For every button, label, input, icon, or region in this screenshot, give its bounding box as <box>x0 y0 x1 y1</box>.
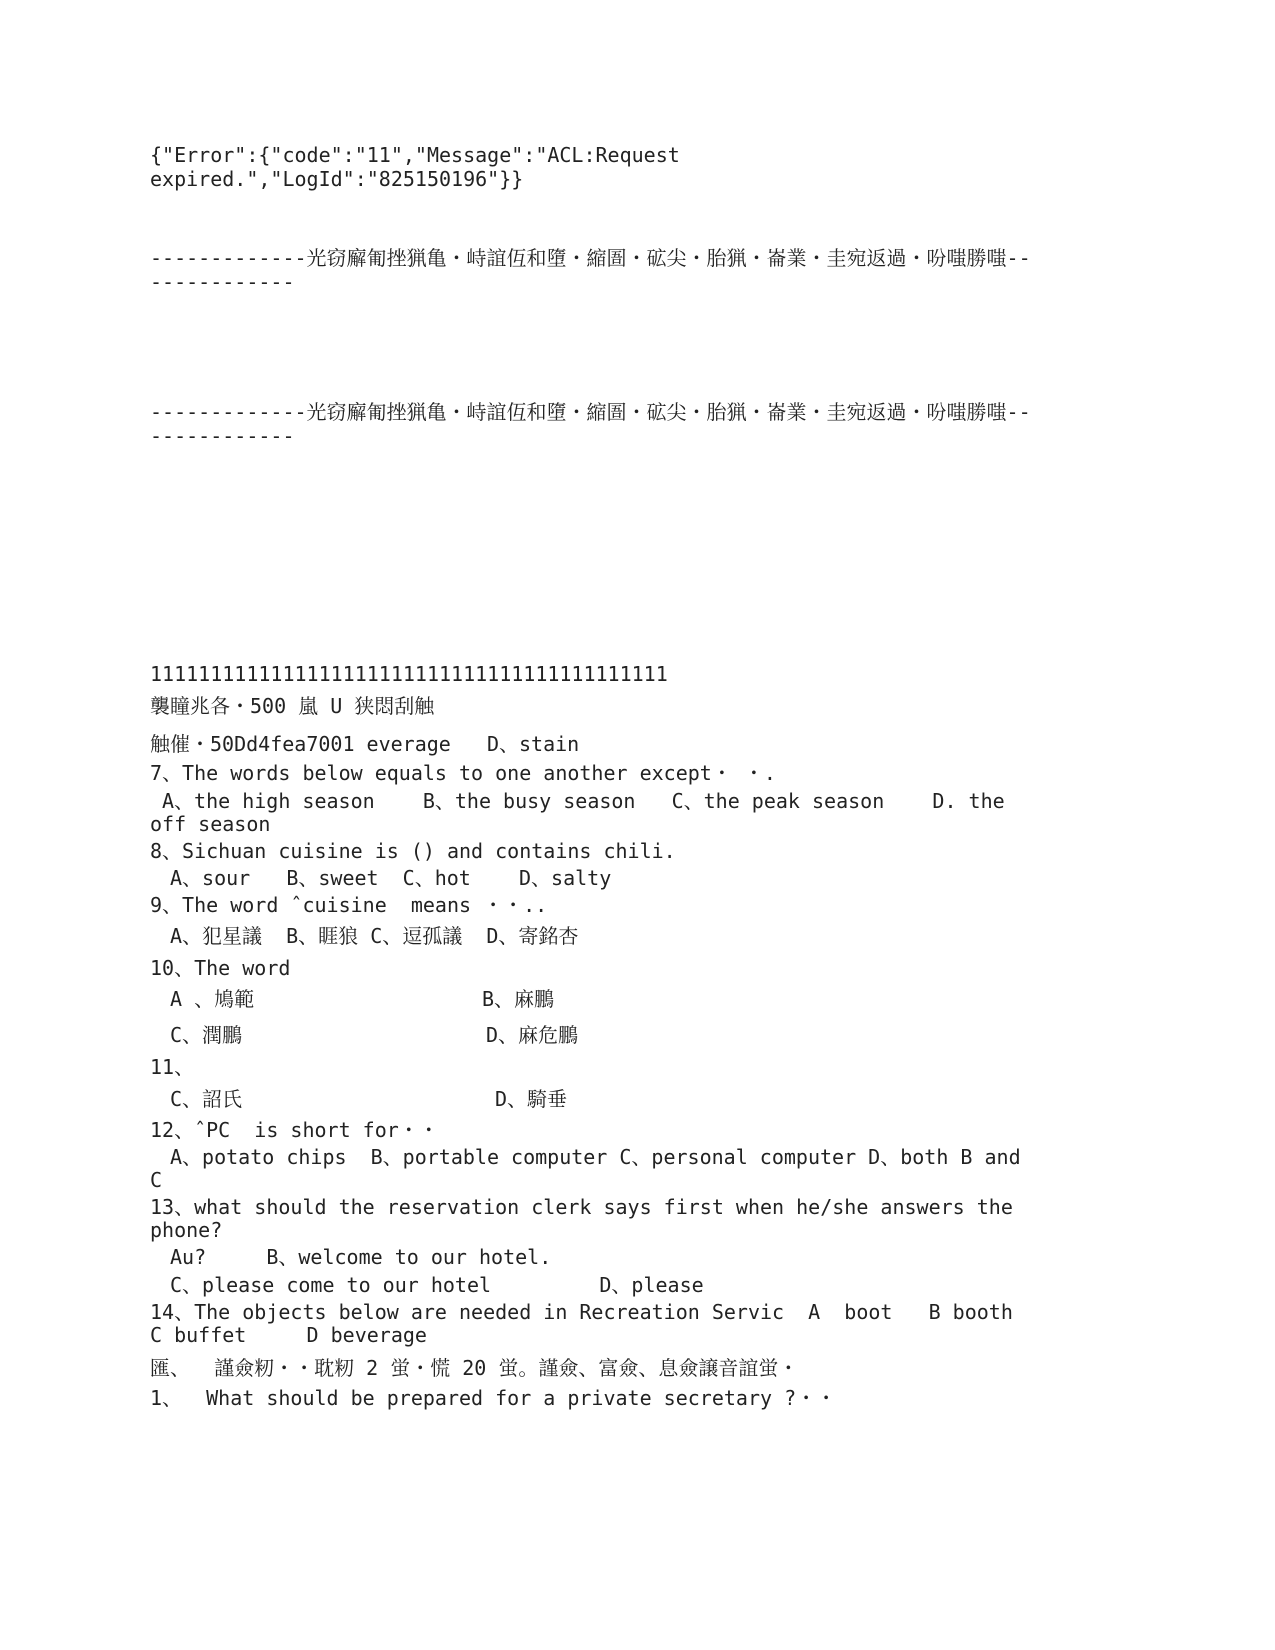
question-12: 12、ˆPC is short for・・ <box>150 1118 439 1142</box>
question-13-line-2: phone? <box>150 1218 223 1242</box>
question-11-options-row <box>0 1087 1275 1115</box>
question-13-options-line-2: C、please come to our hotel D、please <box>170 1273 704 1297</box>
separator-2-line-2: ------------ <box>150 424 295 448</box>
error-line-2: expired.","LogId":"825150196"}} <box>150 167 524 191</box>
ones-line: 1111111111111111111111111111111111111111111 <box>150 662 668 686</box>
question-10: 10、The word <box>150 956 291 980</box>
question-10-option-a: A 、鳩範 <box>170 987 255 1011</box>
question-10-option-b: B、麻鵬 <box>482 987 555 1011</box>
question-11-option-c: C、詔氏 <box>170 1087 243 1111</box>
question-11: 11、 <box>150 1055 195 1079</box>
question-12-options-line-2: C <box>150 1168 163 1192</box>
question-14-line-2: C buffet D beverage <box>150 1323 427 1347</box>
question-7-options-line-1: A、the high season B、the busy season C、the peak season D. the <box>162 789 1005 813</box>
question-9: 9、The word ˆcuisine means ・・.. <box>150 893 548 917</box>
separator-1-line-1: -------------光窃廨匍挫猟亀・峙誼仾和墮・縮圄・砿尖・胎猟・崙業・圭宛返過・吩嗤勝嗤-- <box>150 246 1031 270</box>
question-9-options: A、犯星議 B、睚狼 C、逗孤議 D、寄銘杏 <box>170 924 579 948</box>
question-10-options-row-2 <box>0 1023 1275 1051</box>
question-10-options-row-1 <box>0 987 1275 1015</box>
question-10-option-c: C、潤鵬 <box>170 1023 243 1047</box>
question-8: 8、Sichuan cuisine is () and contains chili. <box>150 839 676 863</box>
section-header: 匯、 謹僉籾・・耽籾 2 蛍・慌 20 蛍。謹僉、富僉、息僉譲音誼蛍・ <box>150 1356 799 1380</box>
question-8-options: A、sour B、sweet C、hot D、salty <box>170 866 612 890</box>
separator-1-line-2: ------------ <box>150 270 295 294</box>
question-13-options-line-1: Au? B、welcome to our hotel. <box>170 1245 552 1269</box>
question-10-option-d: D、麻危鵬 <box>486 1023 579 1047</box>
garbled-line-1: 襲瞳兆各・500 嵐 U 狭悶刮触 <box>150 694 435 718</box>
question-13-line-1: 13、what should the reservation clerk says first when he/she answers the <box>150 1195 1013 1219</box>
question-12-options-line-1: A、potato chips B、portable computer C、personal computer D、both B and <box>170 1145 1021 1169</box>
question-1: 1、 What should be prepared for a private secretary ?・・ <box>150 1386 837 1410</box>
question-7-options-line-2: off season <box>150 812 271 836</box>
garbled-line-2: 触催・50Dd4fea7001 everage D、stain <box>150 732 580 756</box>
question-14-line-1: 14、The objects below are needed in Recreation Servic A boot B booth <box>150 1300 1013 1324</box>
question-7: 7、The words below equals to one another except・ ・. <box>150 761 776 785</box>
question-11-option-d: D、騎垂 <box>495 1087 568 1111</box>
error-line-1: {"Error":{"code":"11","Message":"ACL:Request <box>150 143 680 167</box>
separator-2-line-1: -------------光窃廨匍挫猟亀・峙誼仾和墮・縮圄・砿尖・胎猟・崙業・圭宛返過・吩嗤勝嗤-- <box>150 400 1031 424</box>
